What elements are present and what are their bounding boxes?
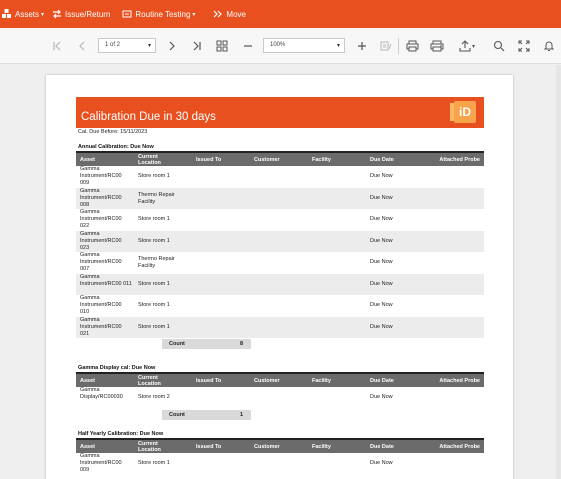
count-value: 1: [239, 411, 243, 418]
due-date-cell: Due Now: [370, 394, 393, 400]
nav-issue-return-label: Issue/Return: [65, 9, 111, 19]
nav-issue-return[interactable]: [52, 0, 118, 28]
table-row: [76, 166, 484, 188]
location-cell: Thermo Repair Facility: [138, 191, 175, 205]
nav-routine-testing[interactable]: [118, 0, 203, 28]
column-header: Attached Probe: [439, 443, 480, 450]
asset-cell: Gamma Instrument/RC00 009: [80, 166, 122, 186]
count-summary: [162, 410, 251, 420]
column-header: Asset: [80, 156, 95, 163]
chevron-down-icon: ▾: [471, 43, 475, 50]
section-title: Half Yearly Calibration: Due Now: [78, 431, 164, 437]
minus-icon: [243, 41, 253, 51]
nav-assets[interactable]: [0, 0, 52, 28]
count-value: 8: [239, 341, 243, 347]
asset-cell: Gamma Instrument/RC00 011: [80, 273, 132, 287]
report-title: Calibration Due in 30 days: [81, 111, 216, 123]
column-header: Due Date: [370, 443, 394, 450]
chevron-down-icon: ▾: [41, 11, 45, 18]
asset-cell: Gamma Display/RC00030: [80, 387, 123, 400]
move-icon: [213, 9, 223, 19]
location-cell: Store room 1: [138, 173, 170, 179]
column-header: Due Date: [370, 156, 394, 163]
printer-icon: [406, 40, 419, 52]
zoom-out-button[interactable]: [240, 38, 256, 54]
count-label: Count: [169, 411, 185, 418]
chevron-left-icon: [77, 41, 87, 51]
edit-document-icon: [380, 40, 392, 52]
grid-icon: [216, 40, 228, 52]
column-header: Facility: [312, 443, 331, 450]
last-page-button[interactable]: [189, 38, 205, 54]
table-header: [76, 153, 484, 166]
table-header: [76, 374, 484, 387]
edit-button[interactable]: [378, 38, 394, 54]
column-header: Facility: [312, 156, 331, 163]
zoom-in-button[interactable]: [354, 38, 370, 54]
column-header: Current Location: [138, 154, 161, 166]
due-date-cell: Due Now: [370, 259, 393, 265]
table-row: [76, 387, 484, 409]
column-header: Current Location: [138, 441, 161, 453]
asset-cell: Gamma Instrument/RC00 008: [80, 187, 122, 208]
zoom-selector-value: 100%: [270, 42, 286, 48]
first-page-button[interactable]: [49, 38, 65, 54]
column-header: Customer: [254, 156, 280, 163]
asset-cell: Gamma Instrument/RC00 021: [80, 316, 122, 337]
due-date-cell: Due Now: [370, 237, 393, 244]
column-header: Asset: [80, 377, 95, 384]
zoom-selector[interactable]: [263, 38, 345, 53]
table-row: [76, 317, 484, 339]
report-header-banner: [76, 97, 484, 128]
column-header: Issued To: [196, 377, 222, 384]
fullscreen-icon: [518, 40, 530, 52]
search-button[interactable]: [491, 38, 507, 54]
column-header: Customer: [254, 377, 280, 384]
report-page: [46, 75, 513, 479]
swap-arrows-icon: [52, 9, 62, 19]
export-button[interactable]: [456, 38, 478, 54]
section-title: Annual Calibration: Due Now: [78, 144, 154, 150]
column-header: Facility: [312, 377, 331, 384]
column-header: Current Location: [138, 375, 161, 387]
asset-cell: Gamma Instrument/RC00 010: [80, 295, 122, 315]
next-page-button[interactable]: [164, 38, 180, 54]
report-viewer[interactable]: [0, 65, 561, 479]
nav-assets-label: Assets: [15, 9, 40, 19]
location-cell: Store room 1: [138, 216, 170, 222]
due-date-cell: Due Now: [370, 173, 393, 179]
dropdown-caret-icon: ▾: [147, 43, 151, 49]
due-date-cell: Due Now: [370, 460, 393, 466]
asset-cell: Gamma Instrument/RC00 022: [80, 209, 122, 229]
nav-move-label: Move: [226, 9, 246, 19]
bell-icon: [543, 40, 555, 52]
chevron-down-icon: ▾: [192, 11, 196, 18]
count-summary: [162, 339, 251, 349]
notifications-button[interactable]: [541, 38, 557, 54]
due-date-cell: Due Now: [370, 323, 393, 330]
table-row: [76, 209, 484, 231]
top-nav: [0, 0, 561, 28]
last-page-icon: [192, 41, 202, 51]
page-selector-value: 1 of 2: [105, 42, 121, 48]
column-header: Asset: [80, 443, 95, 450]
vertical-scrollbar[interactable]: [556, 65, 561, 479]
location-cell: Store room 1: [138, 323, 170, 330]
column-header: Attached Probe: [439, 377, 480, 384]
chevron-right-icon: [167, 41, 177, 51]
search-icon: [493, 40, 505, 52]
page-selector[interactable]: [98, 38, 156, 53]
location-cell: Thermo Repair Facility: [138, 256, 175, 269]
print-layout-icon: [430, 40, 444, 52]
nav-move[interactable]: [203, 0, 254, 28]
asset-cell: Gamma Instrument/RC00 007: [80, 252, 122, 272]
toolbar-divider: [398, 38, 399, 54]
fullscreen-button[interactable]: [516, 38, 532, 54]
first-page-icon: [52, 41, 62, 51]
previous-page-button[interactable]: [74, 38, 90, 54]
location-cell: Store room 2: [138, 394, 170, 400]
nav-routine-testing-label: Routine Testing: [135, 9, 191, 19]
count-label: Count: [169, 341, 185, 347]
location-cell: Store room 1: [138, 302, 170, 308]
table-row: [76, 252, 484, 274]
column-header: Attached Probe: [439, 156, 480, 163]
location-cell: Store room 1: [138, 237, 170, 244]
assets-icon: [2, 9, 12, 19]
column-header: Issued To: [196, 443, 222, 450]
due-date-cell: Due Now: [370, 216, 393, 222]
section-title: Gamma Display cal: Due Now: [78, 365, 156, 371]
table-row: [76, 188, 484, 210]
table-row: [76, 453, 484, 475]
due-date-cell: Due Now: [370, 302, 393, 308]
column-header: Due Date: [370, 377, 394, 384]
asset-cell: Gamma Instrument/RC00 009: [80, 453, 122, 473]
asset-cell: Gamma Instrument/RC00 023: [80, 230, 122, 251]
viewer-toolbar: [0, 28, 561, 64]
print-layout-button[interactable]: [429, 38, 445, 54]
report-subtitle: Cal. Due Before: 15/11/2023: [78, 129, 148, 135]
page-grid-button[interactable]: [214, 38, 230, 54]
table-header: [76, 440, 484, 453]
table-row: [76, 231, 484, 253]
location-cell: Store room 1: [138, 460, 170, 466]
table-row: [76, 274, 484, 296]
print-button[interactable]: [404, 38, 420, 54]
testing-icon: [122, 9, 132, 19]
column-header: Issued To: [196, 156, 222, 163]
dropdown-caret-icon: ▾: [336, 43, 340, 49]
location-cell: Store room 1: [138, 280, 170, 287]
due-date-cell: Due Now: [370, 280, 393, 287]
table-row: [76, 295, 484, 317]
company-logo: iD: [454, 101, 476, 123]
column-header: Customer: [254, 443, 280, 450]
due-date-cell: Due Now: [370, 194, 393, 201]
export-icon: [459, 40, 471, 52]
plus-icon: [357, 41, 367, 51]
